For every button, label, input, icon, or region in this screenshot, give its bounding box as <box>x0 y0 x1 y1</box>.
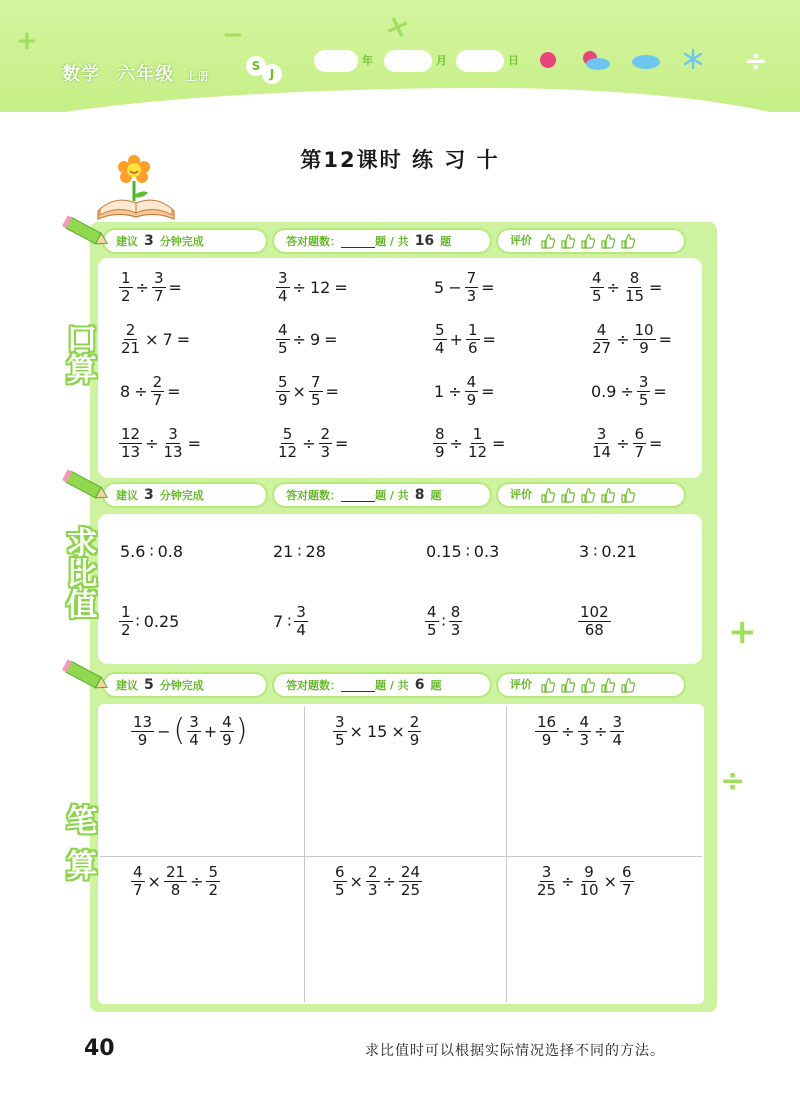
divide-decoration-icon: ÷ <box>720 764 746 799</box>
ratio-panel <box>98 514 702 664</box>
fraction: $\frac{3}{4}$ <box>278 269 288 305</box>
fraction: $\frac{4}{27}$ <box>592 321 612 357</box>
day-field[interactable] <box>456 50 504 72</box>
plus-decoration-icon: + <box>16 26 38 56</box>
thumbs-up-icon[interactable] <box>560 487 576 503</box>
fraction: $\frac{8}{9}$ <box>435 425 445 461</box>
fraction: $\frac{16}{9}$ <box>537 713 557 749</box>
fraction: $\frac{5}{4}$ <box>435 321 445 357</box>
advice-score: 答对题数： 题 / 共 16 题 <box>272 228 492 254</box>
problem-3: $\frac{16}{9}$ ÷ $\frac{4}{3}$ ÷ $\frac{3}{4}$ <box>537 713 622 749</box>
problem-2: 21 ∶ 28 <box>273 542 326 561</box>
pencil-icon <box>60 658 112 694</box>
thumbs-up-icon[interactable] <box>560 677 576 693</box>
lesson-title: 第12课时 练 习 十 <box>300 148 500 172</box>
problem-7: $\frac{5}{4}$ + $\frac{1}{6}$ = <box>435 321 496 357</box>
rating-thumbs[interactable] <box>540 230 640 252</box>
score-blank[interactable] <box>341 490 375 502</box>
thumbs-up-icon[interactable] <box>540 487 556 503</box>
problem-13: $\frac{12}{13}$ ÷ $\frac{3}{13}$ = <box>121 425 201 461</box>
footer-tip: 求比值时可以根据实际情况选择不同的方法。 <box>365 1043 665 1059</box>
rating-thumbs[interactable] <box>540 674 640 696</box>
section-label-oral: 口算 <box>60 322 97 384</box>
cloudy-icon <box>632 55 660 69</box>
advice-time: 建议 3 分钟完成 <box>102 228 268 254</box>
fraction: $\frac{6}{7}$ <box>622 863 632 899</box>
thumbs-up-icon[interactable] <box>600 677 616 693</box>
fraction: $\frac{4}{5}$ <box>278 321 288 357</box>
fraction: $\frac{3}{4}$ <box>296 603 306 639</box>
section-label-written: 笔算 <box>60 804 97 894</box>
section-label-ratio: 求比值 <box>60 526 97 619</box>
thumbs-up-icon[interactable] <box>620 677 636 693</box>
fraction: $\frac{3}{14}$ <box>592 425 612 461</box>
problem-5: $\frac{1}{2}$ ∶ 0.25 <box>121 603 180 639</box>
problem-4: $\frac{4}{7}$ × $\frac{21}{8}$ ÷ $\frac{5}{2}$ <box>133 863 218 899</box>
fraction: $\frac{4}{5}$ <box>427 603 437 639</box>
grade-label: 六年级 <box>117 64 175 85</box>
problem-1: $\frac{13}{9}$ − ( $\frac{3}{4}$ + $\frac{4}{9}$ ) <box>133 713 248 749</box>
fraction: $\frac{21}{8}$ <box>165 863 186 899</box>
fraction: $\frac{4}{9}$ <box>222 713 232 749</box>
fraction: $\frac{5}{12}$ <box>278 425 298 461</box>
month-field[interactable] <box>384 50 432 72</box>
advice-bar-1 <box>96 228 700 254</box>
fraction: $\frac{10}{9}$ <box>634 321 654 357</box>
problem-15: $\frac{8}{9}$ ÷ $\frac{1}{12}$ = <box>435 425 506 461</box>
fraction: $\frac{3}{4}$ <box>612 713 622 749</box>
page-number: 40 <box>84 1036 115 1061</box>
minus-decoration-icon: − <box>222 20 244 50</box>
volume-label: 上册 <box>185 70 210 83</box>
fraction: $\frac{3}{13}$ <box>163 425 183 461</box>
fraction: $\frac{8}{15}$ <box>624 269 645 305</box>
fraction: $\frac{2}{7}$ <box>152 373 163 409</box>
problem-5: $\frac{2}{21}$ × 7 = <box>121 321 191 357</box>
thumbs-up-icon[interactable] <box>580 677 596 693</box>
snow-icon <box>682 48 704 70</box>
advice-bar-2 <box>96 482 700 508</box>
rating-thumbs[interactable] <box>540 484 640 506</box>
fraction: $\frac{3}{25}$ <box>537 863 557 899</box>
problem-6: $\frac{4}{5}$ ÷ 9 = <box>278 321 338 357</box>
pencil-icon <box>60 468 112 504</box>
fraction: $\frac{3}{5}$ <box>638 373 649 409</box>
grid-divider <box>506 706 507 1002</box>
fraction: $\frac{6}{5}$ <box>335 863 345 899</box>
fraction: $\frac{5}{9}$ <box>278 373 288 409</box>
fraction: $\frac{1}{2}$ <box>121 603 131 639</box>
advice-time: 建议 3 分钟完成 <box>102 482 268 508</box>
thumbs-up-icon[interactable] <box>600 233 616 249</box>
year-field[interactable] <box>314 50 358 72</box>
fraction: $\frac{1}{6}$ <box>467 321 478 357</box>
subject-label: 数学 <box>62 64 100 85</box>
fraction: $\frac{4}{5}$ <box>592 269 602 305</box>
grid-divider <box>100 856 702 857</box>
plus-decoration-icon: + <box>728 612 757 652</box>
fraction: $\frac{2}{21}$ <box>121 321 141 357</box>
publisher-mark-j: J <box>262 64 282 84</box>
problem-8: $\frac{4}{27}$ ÷ $\frac{10}{9}$ = <box>592 321 672 357</box>
problem-4: 3 ∶ 0.21 <box>579 542 637 561</box>
problem-11: 1 ÷ $\frac{4}{9}$ = <box>434 373 495 409</box>
fraction: $\frac{9}{10}$ <box>579 863 599 899</box>
problem-1: $\frac{1}{2}$ ÷ $\frac{3}{7}$ = <box>121 269 182 305</box>
fraction: $\frac{102}{68}$ <box>580 603 609 639</box>
score-blank[interactable] <box>341 236 375 248</box>
month-label: 月 <box>436 54 447 67</box>
thumbs-up-icon[interactable] <box>580 487 596 503</box>
problem-5: $\frac{6}{5}$ × $\frac{2}{3}$ ÷ $\frac{24}{25}$ <box>335 863 420 899</box>
fraction: $\frac{12}{13}$ <box>121 425 141 461</box>
thumbs-up-icon[interactable] <box>620 487 636 503</box>
advice-rating: 评价 <box>496 482 686 508</box>
problem-7: $\frac{4}{5}$ ∶ $\frac{8}{3}$ <box>427 603 461 639</box>
grid-divider <box>304 706 305 1002</box>
advice-score: 答对题数： 题 / 共 6 题 <box>272 672 492 698</box>
problem-14: $\frac{5}{12}$ ÷ $\frac{2}{3}$ = <box>278 425 349 461</box>
sun-cloud-icon <box>583 51 610 70</box>
thumbs-up-icon[interactable] <box>540 233 556 249</box>
fraction: $\frac{2}{3}$ <box>367 863 378 899</box>
fraction: $\frac{4}{3}$ <box>579 713 590 749</box>
problem-4: $\frac{4}{5}$ ÷ $\frac{8}{15}$ = <box>592 269 663 305</box>
problem-2: $\frac{3}{5}$ × 15 × $\frac{2}{9}$ <box>335 713 420 749</box>
advice-time: 建议 5 分钟完成 <box>102 672 268 698</box>
fraction: $\frac{6}{7}$ <box>634 425 645 461</box>
fraction: $\frac{4}{7}$ <box>133 863 143 899</box>
problem-6: $\frac{3}{25}$ ÷ $\frac{9}{10}$ × $\frac{6}{7}$ <box>537 863 632 899</box>
advice-bar-3 <box>96 672 700 698</box>
header-title <box>62 60 210 86</box>
advice-score: 答对题数： 题 / 共 8 题 <box>272 482 492 508</box>
pencil-icon <box>60 214 112 250</box>
problem-3: 0.15 ∶ 0.3 <box>426 542 500 561</box>
thumbs-up-icon[interactable] <box>560 233 576 249</box>
fraction: $\frac{4}{9}$ <box>466 373 477 409</box>
thumbs-up-icon[interactable] <box>580 233 596 249</box>
problem-8 <box>577 604 612 638</box>
fraction: $\frac{3}{4}$ <box>189 713 199 749</box>
problem-16: $\frac{3}{14}$ ÷ $\frac{6}{7}$ = <box>592 425 663 461</box>
written-calc-panel <box>98 704 704 1004</box>
fraction: $\frac{3}{5}$ <box>335 713 345 749</box>
fraction: $\frac{7}{3}$ <box>466 269 477 305</box>
fraction: $\frac{2}{3}$ <box>320 425 331 461</box>
advice-rating: 评价 <box>496 228 686 254</box>
year-label: 年 <box>362 54 373 67</box>
problem-3: 5 − $\frac{7}{3}$ = <box>434 269 495 305</box>
fraction: $\frac{1}{12}$ <box>467 425 488 461</box>
thumbs-up-icon[interactable] <box>620 233 636 249</box>
fraction: $\frac{13}{9}$ <box>133 713 153 749</box>
weather-icons <box>538 50 678 74</box>
fraction: $\frac{7}{5}$ <box>310 373 321 409</box>
fraction: $\frac{24}{25}$ <box>400 863 420 899</box>
thumbs-up-icon[interactable] <box>600 487 616 503</box>
problem-10: $\frac{5}{9}$ × $\frac{7}{5}$ = <box>278 373 339 409</box>
fraction: $\frac{2}{9}$ <box>409 713 420 749</box>
fraction: $\frac{8}{3}$ <box>450 603 461 639</box>
advice-rating: 评价 <box>496 672 686 698</box>
problem-6: 7 ∶ $\frac{3}{4}$ <box>273 603 306 639</box>
times-decoration-icon: × <box>381 6 415 47</box>
problem-1: 5.6 ∶ 0.8 <box>120 542 184 561</box>
divide-decoration-icon: ÷ <box>744 44 768 77</box>
thumbs-up-icon[interactable] <box>540 677 556 693</box>
fraction: $\frac{3}{7}$ <box>153 269 164 305</box>
problem-12: 0.9 ÷ $\frac{3}{5}$ = <box>591 373 667 409</box>
fraction: $\frac{1}{2}$ <box>121 269 131 305</box>
sunny-icon <box>540 52 556 68</box>
score-blank[interactable] <box>341 680 375 692</box>
day-label: 日 <box>508 54 519 67</box>
problem-2: $\frac{3}{4}$ ÷ 12 = <box>278 269 348 305</box>
publisher-mark-s: S <box>246 56 266 76</box>
fraction: $\frac{5}{2}$ <box>208 863 218 899</box>
problem-9: 8 ÷ $\frac{2}{7}$ = <box>120 373 181 409</box>
